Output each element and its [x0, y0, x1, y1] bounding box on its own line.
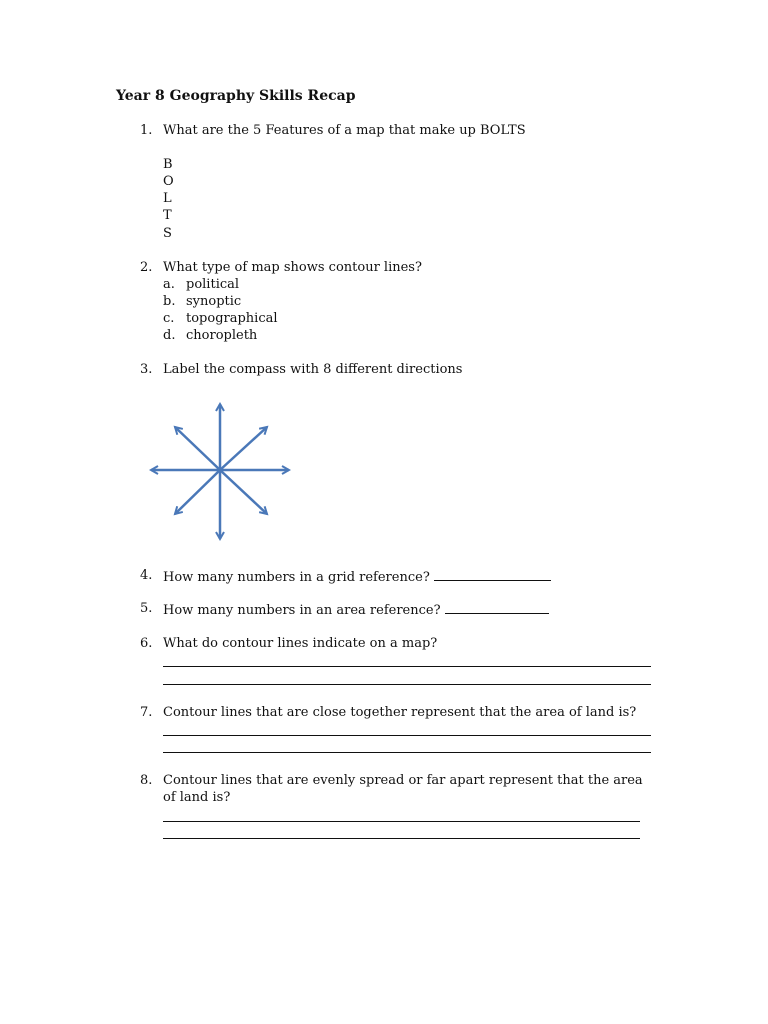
question-4	[163, 568, 551, 586]
answer-line-4[interactable]	[434, 568, 551, 581]
answer-line-6b[interactable]	[163, 684, 651, 685]
answer-line-8b[interactable]	[163, 838, 640, 839]
question-3-number: 3.	[140, 362, 153, 377]
question-4-number: 4.	[140, 568, 153, 583]
answer-line-8a[interactable]	[163, 821, 640, 822]
compass-arrow-northeast	[220, 427, 267, 470]
question-1-number: 1.	[140, 123, 153, 138]
answer-line-7a[interactable]	[163, 735, 651, 736]
question-8-text-line-1: Contour lines that are evenly spread or far apart represent that the area	[163, 773, 643, 788]
question-2-number: 2.	[140, 260, 153, 275]
question-5-text: How many numbers in an area reference?	[163, 603, 441, 618]
bolts-letter-b: B	[163, 157, 173, 172]
question-1-text: What are the 5 Features of a map that make up BOLTS	[163, 123, 526, 138]
page-title: Year 8 Geography Skills Recap	[116, 88, 356, 104]
bolts-letter-o: O	[163, 174, 174, 189]
option-c-text: topographical	[186, 311, 278, 326]
option-c-letter: c.	[163, 311, 175, 326]
bolts-letter-s: S	[163, 226, 172, 241]
answer-line-6a[interactable]	[163, 666, 651, 667]
compass-arrow-southwest	[175, 470, 220, 514]
question-7-number: 7.	[140, 705, 153, 720]
option-b-text: synoptic	[186, 294, 242, 309]
answer-line-7b[interactable]	[163, 752, 651, 753]
bolts-letter-l: L	[163, 191, 172, 206]
question-4-text: How many numbers in a grid reference?	[163, 570, 430, 585]
question-6-text: What do contour lines indicate on a map?	[163, 636, 438, 651]
option-a-text: political	[186, 277, 240, 292]
question-5-number: 5.	[140, 601, 153, 616]
question-7-text: Contour lines that are close together represent that the area of land is?	[163, 705, 637, 720]
option-d-text: choropleth	[186, 328, 258, 343]
compass-arrow-northwest	[175, 427, 220, 470]
option-b-letter: b.	[163, 294, 176, 309]
question-2-text: What type of map shows contour lines?	[163, 260, 422, 275]
compass-arrow-southeast	[220, 470, 267, 514]
question-5	[163, 601, 549, 619]
option-d-letter: d.	[163, 328, 176, 343]
question-8-number: 8.	[140, 773, 153, 788]
question-6-number: 6.	[140, 636, 153, 651]
question-3-text: Label the compass with 8 different directions	[163, 362, 463, 377]
compass-icon	[146, 395, 296, 545]
option-a-letter: a.	[163, 277, 175, 292]
bolts-letter-t: T	[163, 208, 172, 223]
answer-line-5[interactable]	[445, 601, 549, 614]
question-8-text-line-2: of land is?	[163, 790, 231, 805]
